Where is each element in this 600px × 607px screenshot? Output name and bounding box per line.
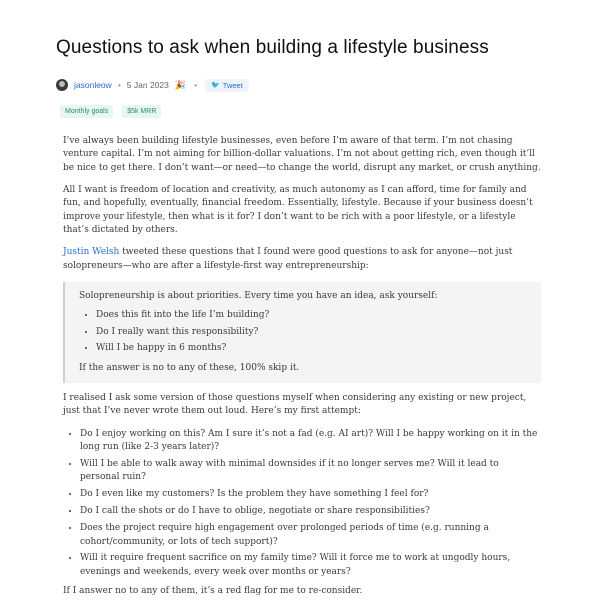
list-item: • Will I be able to walk away with minimal downsides if it no longer serves me? Will it lead to personal ruin?	[80, 458, 541, 485]
blockquote	[63, 282, 541, 383]
list-item: • Will it require frequent sacrifice on my family time? Will it force me to work at ungodly hours, evenings and weekends, every week over months or years?	[80, 552, 541, 579]
list-item: • Do I enjoy working on this? Am I sure it’s not a fad (e.g. AI art)? Will I be happy working on it in the long run (like 2-3 years later)?	[80, 428, 541, 455]
separator-dot: •	[194, 80, 198, 90]
twitter-bird-icon: 🐦	[211, 82, 220, 89]
article-title: Questions to ask when building a lifestyle business	[56, 37, 489, 58]
list-item: • Do I call the shots or do I have to oblige, negotiate or share responsibilities?	[80, 505, 541, 518]
quote-intro: Solopreneurship is about priorities. Every time you have an idea, ask yourself:	[79, 291, 438, 302]
paragraph: If I answer no to any of them, it’s a red flag for me to re-consider.	[63, 586, 363, 597]
author-link[interactable]: jasonleow	[74, 80, 112, 90]
tag-monthly-goals[interactable]: Monthly goals	[60, 105, 113, 118]
justin-welsh-link[interactable]: Justin Welsh	[63, 247, 120, 258]
tweet-label: Tweet	[222, 80, 243, 90]
author-avatar[interactable]	[56, 79, 68, 91]
list-item: • Does the project require high engagement over prolonged periods of time (e.g. running a cohort/community, or lots of tech support)?	[80, 522, 541, 549]
paragraph	[63, 246, 541, 273]
tag-5k-mrr[interactable]: $5k MRR	[122, 105, 161, 118]
list-item: • Do I even like my customers? Is the problem they have something I feel for?	[80, 488, 541, 501]
separator-dot: •	[117, 80, 121, 90]
paragraph: I’ve always been building lifestyle businesses, even before I’m aware of that term. I’m not chasing venture capital. I’m not aiming for billion-dollar valuations. I’m not about getting rich, even though it’ll be nice to get there. I don’t want—or need—to change the world, disrupt any market, or crush anything.	[63, 136, 541, 173]
tag-list	[60, 105, 161, 118]
post-date: 5 Jan 2023	[126, 80, 169, 90]
paragraph: I realised I ask some version of those questions myself when considering any existing or new project, just that I’ve never wrote them out loud. Here’s my first attempt:	[63, 393, 527, 417]
question-list	[63, 428, 541, 580]
party-icon: 🎉	[174, 79, 187, 90]
quote-outro: If the answer is no to any of these, 100% skip it.	[79, 362, 300, 373]
quote-list	[79, 309, 529, 355]
list-item: • Does this fit into the life I’m building?	[96, 309, 529, 322]
tweet-button[interactable]	[205, 79, 249, 92]
paragraph: All I want is freedom of location and creativity, as much autonomy as I can afford, time for family and fun, and hopefully, eventually, financial freedom. Essentially, lifestyle. Because if your business doesn’t improve your lifestyle, then what is it for? I don’t want to be rich with a poor lifestyle, or a lifestyle that’s dictated by others.	[63, 185, 533, 236]
article-meta	[56, 77, 249, 93]
list-item: • Do I really want this responsibility?	[96, 326, 529, 339]
list-item: • Will I be happy in 6 months?	[96, 342, 529, 355]
article-body	[63, 135, 541, 607]
paragraph-text: tweeted these questions that I found were good questions to ask for anyone—not just solopreneurs—who are after a lifestyle-first way entrepreneurship:	[63, 247, 513, 271]
